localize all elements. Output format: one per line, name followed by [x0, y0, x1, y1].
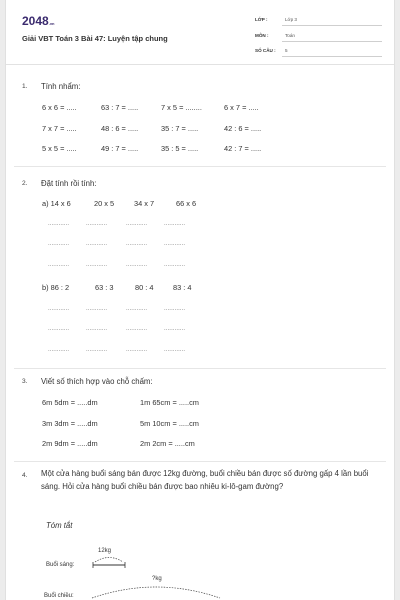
q1-cell: 5 x 5 = ..... — [42, 144, 77, 153]
afternoon-label: Buổi chiều: — [44, 593, 74, 599]
meta-count-value: 5 — [285, 48, 288, 53]
segment-diagram — [6, 0, 394, 600]
answer-dots: ............ — [126, 262, 148, 268]
q1-number: 1. — [22, 83, 28, 90]
document-title: Giải VBT Toán 3 Bài 47: Luyện tập chung — [22, 34, 168, 43]
afternoon-brace — [92, 587, 220, 598]
q2-a-item: 66 x 6 — [176, 199, 197, 208]
q2-b-item: 83 : 4 — [173, 283, 192, 292]
q4-summary-label: Tóm tắt — [46, 521, 73, 530]
meta-subject-value: Toán — [285, 33, 295, 38]
answer-dots: ............ — [126, 221, 148, 227]
answer-dots: ............ — [86, 306, 108, 312]
answer-dots: ............ — [126, 306, 148, 312]
q3-cell: 6m 5dm = .....dm — [42, 398, 98, 407]
q2-a-item: 20 x 5 — [94, 199, 115, 208]
answer-dots: ............ — [86, 221, 108, 227]
answer-dots: ............ — [126, 241, 148, 247]
q1-cell: 42 : 6 = ..... — [224, 124, 262, 133]
meta-subject-label: MÔN : — [255, 33, 269, 38]
q1-cell: 7 x 5 = ........ — [161, 103, 202, 112]
answer-dots: ............ — [48, 241, 70, 247]
q3-cell: 2m 9dm = .....dm — [42, 439, 98, 448]
q1-cell: 7 x 7 = ..... — [42, 124, 77, 133]
answer-dots: ............ — [48, 221, 70, 227]
answer-dots: ............ — [86, 347, 108, 353]
answer-dots: ............ — [86, 262, 108, 268]
meta-class-value: Lớp 3 — [285, 17, 297, 22]
answer-dots: ............ — [48, 326, 70, 332]
q2-number: 2. — [22, 180, 28, 187]
worksheet-page — [5, 0, 395, 600]
q3-cell: 5m 10cm = .....cm — [140, 419, 199, 428]
answer-dots: ............ — [86, 326, 108, 332]
q3-title: Viết số thích hợp vào chỗ chấm: — [41, 377, 153, 386]
meta-class-label: LỚP : — [255, 17, 268, 22]
q2-title: Đặt tính rồi tính: — [41, 179, 97, 188]
answer-dots: ............ — [126, 326, 148, 332]
answer-dots: ............ — [164, 241, 186, 247]
morning-label: Buổi sáng: — [46, 562, 75, 568]
answer-dots: ............ — [86, 241, 108, 247]
q1-cell: 6 x 6 = ..... — [42, 103, 77, 112]
answer-dots: ............ — [164, 262, 186, 268]
answer-dots: ............ — [48, 306, 70, 312]
answer-dots: ............ — [48, 262, 70, 268]
morning-brace — [95, 558, 123, 563]
q1-cell: 49 : 7 = ..... — [101, 144, 139, 153]
q1-cell: 63 : 7 = ..... — [101, 103, 139, 112]
meta-count-label: SỐ CÂU : — [255, 48, 276, 53]
site-logo[interactable]: 2048.vn — [22, 14, 55, 28]
answer-dots: ............ — [164, 221, 186, 227]
morning-value-label: 12kg — [98, 548, 112, 554]
q2-a-item: a) 14 x 6 — [42, 199, 71, 208]
q1-cell: 48 : 6 = ..... — [101, 124, 139, 133]
q3-cell: 2m 2cm = .....cm — [140, 439, 195, 448]
answer-dots: ............ — [48, 347, 70, 353]
q2-b-item: b) 86 : 2 — [42, 283, 70, 292]
q4-problem-text: Một cửa hàng buổi sáng bán được 12kg đường, buổi chiều bán được số đường gấp 4 lần buổi sáng. Hỏi cửa hàng buổi chiều bán được bao nhiêu ki-lô-gam đường? — [41, 469, 369, 491]
q1-cell: 35 : 7 = ..... — [161, 124, 199, 133]
q1-cell: 6 x 7 = ..... — [224, 103, 259, 112]
q1-cell: 35 : 5 = ..... — [161, 144, 199, 153]
q4-number: 4. — [22, 472, 28, 479]
q2-b-item: 80 : 4 — [135, 283, 154, 292]
answer-dots: ............ — [164, 326, 186, 332]
q3-cell: 1m 65cm = .....cm — [140, 398, 199, 407]
q2-a-item: 34 x 7 — [134, 199, 155, 208]
q3-number: 3. — [22, 378, 28, 385]
answer-dots: ............ — [164, 306, 186, 312]
q1-title: Tính nhẩm: — [41, 82, 81, 91]
answer-dots: ............ — [126, 347, 148, 353]
q3-cell: 3m 3dm = .....dm — [42, 419, 98, 428]
q1-cell: 42 : 7 = ..... — [224, 144, 262, 153]
q2-b-item: 63 : 3 — [95, 283, 114, 292]
afternoon-value-label: ?kg — [152, 576, 162, 582]
answer-dots: ............ — [164, 347, 186, 353]
